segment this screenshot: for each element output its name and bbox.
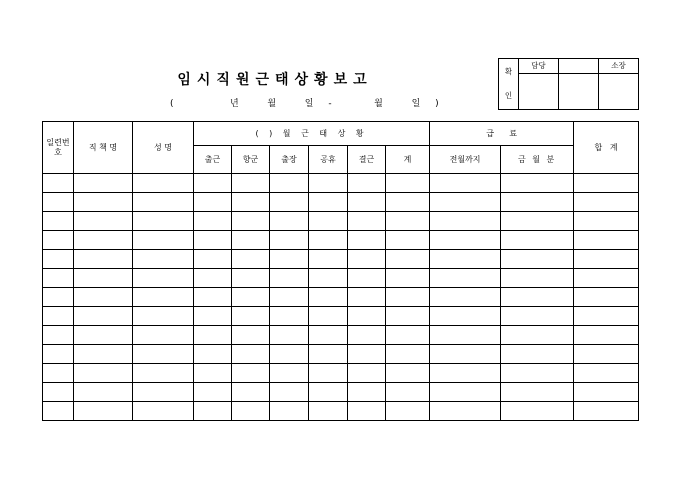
header-prev-month: 전월까지 xyxy=(430,146,501,174)
table-cell[interactable] xyxy=(43,345,74,364)
table-cell[interactable] xyxy=(574,269,639,288)
table-cell[interactable] xyxy=(270,212,309,231)
table-cell[interactable] xyxy=(43,174,74,193)
table-cell[interactable] xyxy=(232,269,270,288)
table-cell[interactable] xyxy=(43,307,74,326)
table-row xyxy=(43,231,639,250)
table-cell[interactable] xyxy=(430,212,501,231)
table-cell[interactable] xyxy=(348,269,386,288)
table-cell[interactable] xyxy=(43,269,74,288)
table-cell[interactable] xyxy=(348,174,386,193)
table-cell[interactable] xyxy=(194,288,232,307)
approval-col-director: 소장 xyxy=(599,59,639,74)
table-cell[interactable] xyxy=(309,231,348,250)
table-cell[interactable] xyxy=(386,288,430,307)
table-cell[interactable] xyxy=(574,402,639,421)
table-cell[interactable] xyxy=(74,307,133,326)
table-cell[interactable] xyxy=(43,212,74,231)
header-business-trip: 출장 xyxy=(270,146,309,174)
table-cell[interactable] xyxy=(133,288,194,307)
table-cell[interactable] xyxy=(348,326,386,345)
header-name: 성 명 xyxy=(133,122,194,174)
table-cell[interactable] xyxy=(43,250,74,269)
table-cell[interactable] xyxy=(232,193,270,212)
table-cell[interactable] xyxy=(574,231,639,250)
table-cell[interactable] xyxy=(74,345,133,364)
header-total: 합 계 xyxy=(574,122,639,174)
table-cell[interactable] xyxy=(194,231,232,250)
table-cell[interactable] xyxy=(386,231,430,250)
document-title: 임시직원근태상황보고 xyxy=(177,72,373,88)
table-cell[interactable] xyxy=(232,383,270,402)
table-cell[interactable] xyxy=(574,345,639,364)
period-line: ( 년 월 일 - 월 일 ) xyxy=(170,99,440,109)
table-cell[interactable] xyxy=(194,174,232,193)
table-cell[interactable] xyxy=(133,212,194,231)
table-cell[interactable] xyxy=(430,174,501,193)
table-cell[interactable] xyxy=(133,383,194,402)
table-cell[interactable] xyxy=(74,326,133,345)
table-row xyxy=(43,250,639,269)
table-cell[interactable] xyxy=(501,383,574,402)
table-cell[interactable] xyxy=(43,193,74,212)
table-cell[interactable] xyxy=(133,364,194,383)
table-cell[interactable] xyxy=(348,307,386,326)
approval-label-bottom: 인 xyxy=(504,91,513,100)
table-cell[interactable] xyxy=(133,402,194,421)
table-cell[interactable] xyxy=(74,193,133,212)
header-attendance-group: ( ) 월 근 태 상 황 xyxy=(194,122,430,146)
approval-col-blank xyxy=(559,59,599,74)
table-cell[interactable] xyxy=(309,345,348,364)
table-cell[interactable] xyxy=(270,288,309,307)
table-cell[interactable] xyxy=(386,364,430,383)
table-cell[interactable] xyxy=(309,269,348,288)
table-cell[interactable] xyxy=(501,174,574,193)
table-row xyxy=(43,269,639,288)
header-absence: 결근 xyxy=(348,146,386,174)
table-cell[interactable] xyxy=(232,345,270,364)
table-cell[interactable] xyxy=(501,212,574,231)
table-cell[interactable] xyxy=(270,307,309,326)
table-cell[interactable] xyxy=(270,326,309,345)
table-cell[interactable] xyxy=(501,193,574,212)
table-cell[interactable] xyxy=(309,402,348,421)
table-cell[interactable] xyxy=(430,326,501,345)
table-cell[interactable] xyxy=(270,250,309,269)
table-cell[interactable] xyxy=(43,326,74,345)
table-cell[interactable] xyxy=(232,250,270,269)
approval-box xyxy=(498,58,639,110)
table-cell[interactable] xyxy=(194,250,232,269)
table-cell[interactable] xyxy=(232,288,270,307)
table-cell[interactable] xyxy=(348,250,386,269)
table-row xyxy=(43,193,639,212)
table-cell[interactable] xyxy=(501,326,574,345)
table-cell[interactable] xyxy=(574,307,639,326)
table-cell[interactable] xyxy=(74,402,133,421)
table-cell[interactable] xyxy=(133,345,194,364)
table-cell[interactable] xyxy=(232,212,270,231)
table-row xyxy=(43,364,639,383)
table-cell[interactable] xyxy=(43,383,74,402)
table-cell[interactable] xyxy=(74,231,133,250)
table-cell[interactable] xyxy=(309,174,348,193)
table-body xyxy=(43,174,639,421)
header-job: 직 책 명 xyxy=(74,122,133,174)
table-cell[interactable] xyxy=(270,174,309,193)
table-cell[interactable] xyxy=(348,345,386,364)
table-cell[interactable] xyxy=(386,212,430,231)
table-cell[interactable] xyxy=(270,383,309,402)
table-cell[interactable] xyxy=(501,345,574,364)
table-cell[interactable] xyxy=(309,326,348,345)
table-cell[interactable] xyxy=(386,250,430,269)
header-reserve: 향군 xyxy=(232,146,270,174)
table-cell[interactable] xyxy=(270,364,309,383)
table-cell[interactable] xyxy=(194,212,232,231)
approval-sign-director[interactable] xyxy=(599,74,639,110)
table-cell[interactable] xyxy=(74,250,133,269)
table-cell[interactable] xyxy=(194,402,232,421)
table-cell[interactable] xyxy=(430,383,501,402)
table-cell[interactable] xyxy=(430,193,501,212)
header-holiday: 공휴 xyxy=(309,146,348,174)
header-serial: 일련번호 xyxy=(43,122,74,174)
table-cell[interactable] xyxy=(232,307,270,326)
table-cell[interactable] xyxy=(501,269,574,288)
table-cell[interactable] xyxy=(501,402,574,421)
table-cell[interactable] xyxy=(232,174,270,193)
table-cell[interactable] xyxy=(574,174,639,193)
approval-col-charge: 담당 xyxy=(519,59,559,74)
table-cell[interactable] xyxy=(74,383,133,402)
table-cell[interactable] xyxy=(309,364,348,383)
table-row xyxy=(43,212,639,231)
table-cell[interactable] xyxy=(43,402,74,421)
table-cell[interactable] xyxy=(133,250,194,269)
table-cell[interactable] xyxy=(232,402,270,421)
table-cell[interactable] xyxy=(232,364,270,383)
table-cell[interactable] xyxy=(270,231,309,250)
table-cell[interactable] xyxy=(348,212,386,231)
table-cell[interactable] xyxy=(430,288,501,307)
table-cell[interactable] xyxy=(194,307,232,326)
table-cell[interactable] xyxy=(74,174,133,193)
table-cell[interactable] xyxy=(386,307,430,326)
table-row xyxy=(43,174,639,193)
table-cell[interactable] xyxy=(43,364,74,383)
table-cell[interactable] xyxy=(194,269,232,288)
table-cell[interactable] xyxy=(194,364,232,383)
table-cell[interactable] xyxy=(309,288,348,307)
table-cell[interactable] xyxy=(309,250,348,269)
table-row xyxy=(43,307,639,326)
table-cell[interactable] xyxy=(309,212,348,231)
table-cell[interactable] xyxy=(43,288,74,307)
table-cell[interactable] xyxy=(501,307,574,326)
table-cell[interactable] xyxy=(133,174,194,193)
approval-label xyxy=(499,59,519,110)
table-cell[interactable] xyxy=(574,250,639,269)
header-salary-group: 급 료 xyxy=(430,122,574,146)
table-cell[interactable] xyxy=(194,193,232,212)
table-cell[interactable] xyxy=(574,193,639,212)
table-cell[interactable] xyxy=(574,326,639,345)
table-cell[interactable] xyxy=(74,364,133,383)
table-row xyxy=(43,345,639,364)
table-row xyxy=(43,288,639,307)
table-cell[interactable] xyxy=(574,383,639,402)
approval-sign-charge[interactable] xyxy=(519,74,559,110)
table-cell[interactable] xyxy=(501,288,574,307)
table-cell[interactable] xyxy=(574,212,639,231)
table-cell[interactable] xyxy=(430,364,501,383)
table-cell[interactable] xyxy=(270,269,309,288)
table-cell[interactable] xyxy=(43,231,74,250)
table-cell[interactable] xyxy=(501,250,574,269)
table-cell[interactable] xyxy=(430,345,501,364)
table-cell[interactable] xyxy=(309,193,348,212)
approval-sign-blank[interactable] xyxy=(559,74,599,110)
table-row xyxy=(43,383,639,402)
approval-label-top: 확 xyxy=(504,67,513,76)
table-cell[interactable] xyxy=(430,402,501,421)
table-cell[interactable] xyxy=(270,345,309,364)
table-cell[interactable] xyxy=(386,326,430,345)
table-cell[interactable] xyxy=(430,250,501,269)
table-cell[interactable] xyxy=(194,326,232,345)
table-cell[interactable] xyxy=(574,364,639,383)
table-cell[interactable] xyxy=(74,269,133,288)
table-cell[interactable] xyxy=(348,402,386,421)
table-cell[interactable] xyxy=(133,269,194,288)
header-attend: 출근 xyxy=(194,146,232,174)
table-cell[interactable] xyxy=(309,307,348,326)
table-cell[interactable] xyxy=(501,364,574,383)
table-cell[interactable] xyxy=(133,231,194,250)
table-cell[interactable] xyxy=(501,231,574,250)
table-cell[interactable] xyxy=(74,288,133,307)
table-cell[interactable] xyxy=(232,231,270,250)
table-cell[interactable] xyxy=(232,326,270,345)
table-row xyxy=(43,402,639,421)
table-row xyxy=(43,326,639,345)
table-cell[interactable] xyxy=(309,383,348,402)
table-cell[interactable] xyxy=(74,212,133,231)
table-cell[interactable] xyxy=(386,345,430,364)
table-cell[interactable] xyxy=(386,269,430,288)
table-cell[interactable] xyxy=(270,193,309,212)
table-cell[interactable] xyxy=(430,231,501,250)
table-cell[interactable] xyxy=(194,345,232,364)
header-subtotal: 계 xyxy=(386,146,430,174)
table-cell[interactable] xyxy=(386,402,430,421)
header-this-month: 금 월 분 xyxy=(501,146,574,174)
table-cell[interactable] xyxy=(348,364,386,383)
table-cell[interactable] xyxy=(348,288,386,307)
table-cell[interactable] xyxy=(270,402,309,421)
attendance-table xyxy=(42,121,639,421)
table-cell[interactable] xyxy=(430,307,501,326)
table-cell[interactable] xyxy=(133,193,194,212)
table-cell[interactable] xyxy=(348,383,386,402)
table-cell[interactable] xyxy=(348,231,386,250)
table-cell[interactable] xyxy=(386,174,430,193)
table-cell[interactable] xyxy=(386,383,430,402)
table-cell[interactable] xyxy=(133,326,194,345)
table-cell[interactable] xyxy=(348,193,386,212)
table-cell[interactable] xyxy=(430,269,501,288)
table-cell[interactable] xyxy=(574,288,639,307)
table-cell[interactable] xyxy=(133,307,194,326)
table-cell[interactable] xyxy=(386,193,430,212)
table-cell[interactable] xyxy=(194,383,232,402)
